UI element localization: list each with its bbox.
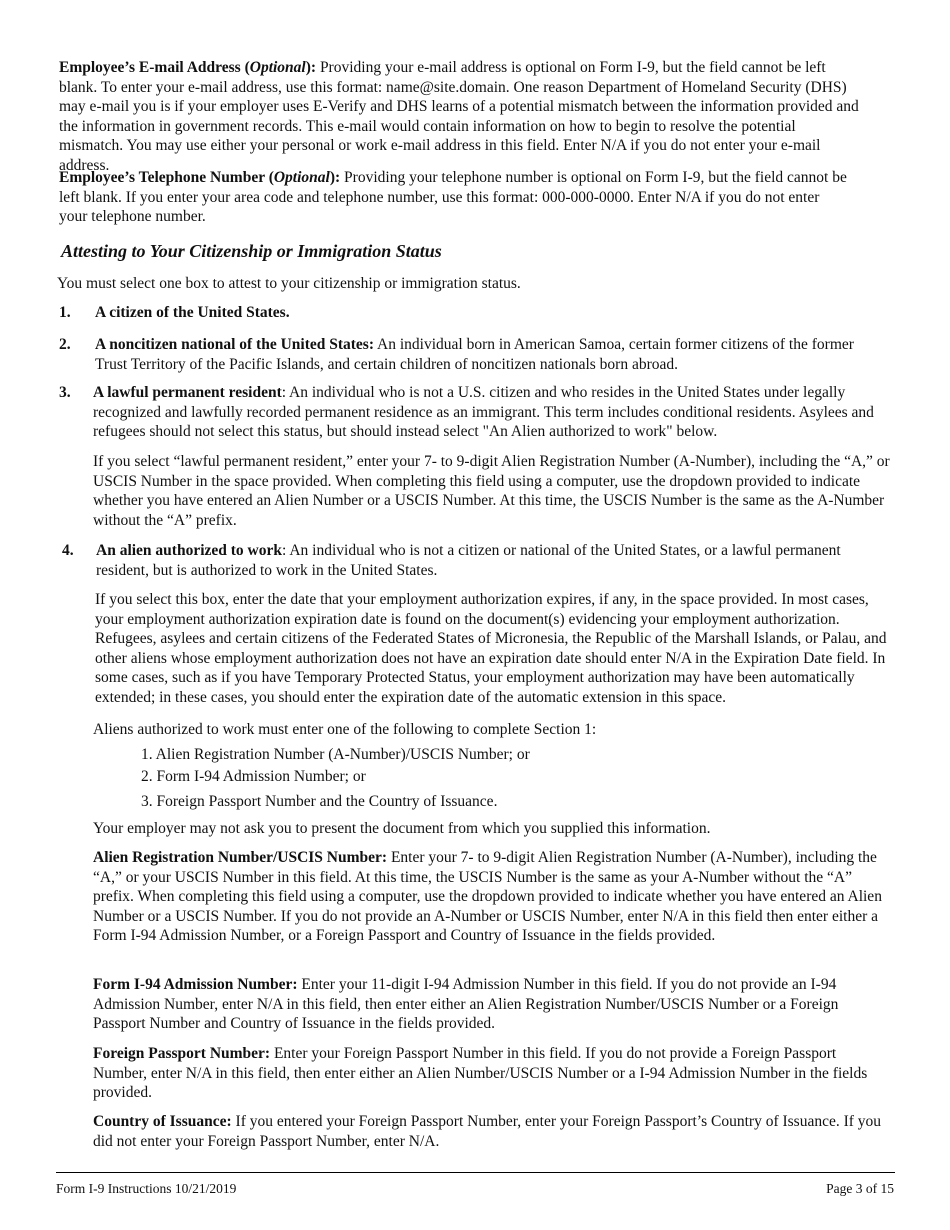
lpr-note: If you select “lawful permanent resident,” enter your 7- to 9-digit Alien Registration Number (A-Number), including the “A,” or USCIS Number in the space provided. When completing this field using a computer, use the dropdown provided to indicate whether you have entered an Alien Number or a USCIS Number. At this time, the USCIS Number is the same as the A-Number without the “A” prefix. bbox=[93, 453, 890, 529]
email-label-end: ): bbox=[305, 59, 317, 76]
option-2: 2. Form I-94 Admission Number; or bbox=[141, 768, 366, 785]
item-2-number: 2. bbox=[59, 336, 71, 353]
phone-text: Providing your telephone number is optional on Form I-9, but the field cannot be left blank. If you enter your area code and telephone number, use this format: 000-000-0000. Enter N/A if you do not enter your telephone number. bbox=[59, 169, 847, 226]
item-4 bbox=[96, 541, 896, 580]
item-1-title: A citizen of the United States. bbox=[95, 304, 290, 321]
field-alien-registration-label: Alien Registration Number/USCIS Number: bbox=[93, 849, 388, 866]
field-passport-label: Foreign Passport Number: bbox=[93, 1045, 271, 1062]
footer-divider bbox=[56, 1172, 895, 1173]
complete-intro: Aliens authorized to work must enter one of the following to complete Section 1: bbox=[93, 721, 597, 738]
alien-note: If you select this box, enter the date that your employment authorization expires, if any, in the space provided. In most cases, your employment authorization expiration date is found on the document(s) evidencing your employment authorization. Refugees, asylees and certain citizens of the Federated States of Micronesia, the Republic of the Marshall Islands, or Palau, and other aliens whose employment authorization does not have an expiration date should enter N/A in the Expiration Date field. In some cases, such as if you have Temporary Protected Status, your employment authorization may have been automatically extended; in these cases, you should enter the expiration date of the automatic extension in this space. bbox=[95, 591, 887, 706]
field-passport bbox=[93, 1044, 893, 1103]
item-2-title: A noncitizen national of the United States: bbox=[95, 336, 374, 353]
item-4-text: : An individual who is not a citizen or national of the United States, or a lawful permanent resident, but is authorized to work in the United States. bbox=[96, 542, 841, 579]
item-3-text: : An individual who is not a U.S. citizen and who resides in the United States under legally recognized and lawfully recorded permanent residence as an immigrant. This term includes conditional residents. Asylees and refugees should not select this status, but should instead select "An Alien authorized to work" below. bbox=[93, 384, 874, 441]
phone-label: Employee’s Telephone Number ( bbox=[59, 169, 274, 186]
field-country bbox=[93, 1112, 893, 1151]
field-country-text: If you entered your Foreign Passport Number, enter your Foreign Passport’s Country of Issuance. If you did not enter your Foreign Passport Number, enter N/A. bbox=[93, 1113, 882, 1150]
email-paragraph bbox=[59, 58, 859, 176]
footer-page-number: Page 3 of 15 bbox=[826, 1181, 894, 1196]
item-4-title: An alien authorized to work bbox=[96, 542, 282, 559]
item-3-title: A lawful permanent resident bbox=[93, 384, 282, 401]
email-label-optional: Optional bbox=[249, 59, 306, 76]
field-alien-registration bbox=[93, 848, 893, 946]
item-2 bbox=[95, 335, 875, 374]
email-label: Employee’s E-mail Address ( bbox=[59, 59, 250, 76]
item-4-number: 4. bbox=[62, 542, 74, 559]
section-heading: Attesting to Your Citizenship or Immigration Status bbox=[61, 241, 442, 261]
phone-paragraph bbox=[59, 168, 849, 227]
footer-form-id: Form I-9 Instructions 10/21/2019 bbox=[56, 1181, 237, 1196]
field-alien-registration-text: Enter your 7- to 9-digit Alien Registration Number (A-Number), including the “A,” or your USCIS Number in this field. At this time, the USCIS Number is the same as your A-Number without the “A” prefix. When completing this field using a computer, use the dropdown provided to indicate whether you have entered an Alien Number or a USCIS Number. If you do not provide an A-Number or USCIS Number, enter N/A in this field then enter either a Form I-94 Admission Number, or a Foreign Passport and Country of Issuance in the fields provided. bbox=[93, 849, 882, 945]
item-1 bbox=[95, 303, 895, 323]
field-i94-label: Form I-94 Admission Number: bbox=[93, 976, 298, 993]
item-1-number: 1. bbox=[59, 304, 71, 321]
option-1: 1. Alien Registration Number (A-Number)/USCIS Number; or bbox=[141, 746, 530, 763]
field-passport-text: Enter your Foreign Passport Number in this field. If you do not provide a Foreign Passport Number, enter N/A in this field, then enter either an Alien Number/USCIS Number or a I-94 Admission Number in the fields provided. bbox=[93, 1045, 868, 1102]
item-2-text: An individual born in American Samoa, certain former citizens of the former Trust Territory of the Pacific Islands, and certain children of noncitizen nationals born abroad. bbox=[95, 336, 854, 373]
phone-label-end: ): bbox=[329, 169, 341, 186]
option-3: 3. Foreign Passport Number and the Country of Issuance. bbox=[141, 793, 498, 810]
intro-text: You must select one box to attest to your citizenship or immigration status. bbox=[57, 275, 521, 292]
item-3 bbox=[93, 383, 896, 442]
field-country-label: Country of Issuance: bbox=[93, 1113, 232, 1130]
email-text: Providing your e-mail address is optional on Form I-9, but the field cannot be left blank. To enter your e-mail address, use this format: name@site.domain. One reason Department of Homeland Security (DHS) may e-mail you is if your employer uses E-Verify and DHS learns of a potential mismatch between the information provided and the information in government records. This e-mail would contain information on how to begin to resolve the potential mismatch. You may use either your personal or work e-mail address in this field. Enter N/A if you do not enter your e-mail address. bbox=[59, 59, 859, 174]
item-3-number: 3. bbox=[59, 384, 71, 401]
employer-note: Your employer may not ask you to present the document from which you supplied this information. bbox=[93, 820, 711, 837]
field-i94-text: Enter your 11-digit I-94 Admission Number in this field. If you do not provide an I-94 Admission Number, enter N/A in this field, then enter either an Alien Registration Number/USCIS Number or a Foreign Passport Number and Country of Issuance in the fields provided. bbox=[93, 976, 839, 1033]
field-i94 bbox=[93, 975, 893, 1034]
phone-label-optional: Optional bbox=[273, 169, 330, 186]
